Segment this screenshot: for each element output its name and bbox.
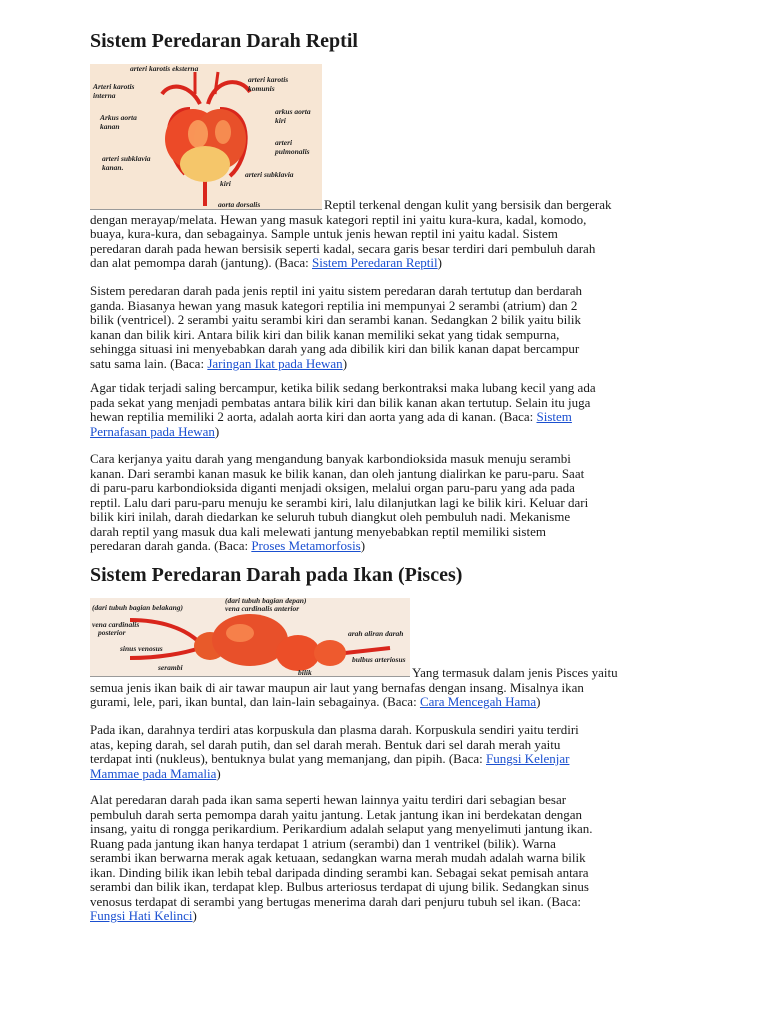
text-line: serambi ikan berwarna merak agak ketuaan, sedangkan warna merah mudah adalah warna bilik: [90, 850, 586, 865]
text-span: ): [342, 355, 348, 371]
link-sistem-peredaran-reptil[interactable]: Sistem Peredaran Reptil: [312, 255, 438, 270]
text-span: ): [536, 694, 541, 709]
text-span: ): [216, 765, 221, 781]
paragraph-ikan-1: [90, 666, 690, 710]
text-line: venosus terdapat di serambi yang bertugas menerima darah dari penjuru tubuh sel ikan. (Baca:: [90, 893, 581, 909]
paragraph-reptil-4: [90, 452, 690, 554]
text-line: semua jenis ikan baik di air tawar maupun air laut yang bernafas dengan insang. Misalnya ikan: [90, 679, 584, 695]
text-span: ): [192, 908, 197, 923]
text-line: dengan merayap/melata. Hewan yang masuk kategori reptil ini yaitu kura-kura, kadal, komodo,: [90, 211, 587, 227]
link-proses-metamorfosis[interactable]: Proses Metamorfosis: [251, 538, 361, 553]
text-span: ): [214, 423, 220, 439]
text-line: reptil. Lalu dari paru-paru menuju ke serambi kiri, lalu dilanjutkan lagi ke bilik kiri. Keluar dari: [90, 494, 589, 510]
text-line: kanan. Dari serambi kanan masuk ke bilik kanan, dan oleh jantung dialirkan ke paru-paru. Saat: [90, 465, 585, 481]
link-fungsi-hati-kelinci[interactable]: Fungsi Hati Kelinci: [90, 908, 193, 923]
label-arteri-pulmonalis-1: arteri: [275, 138, 293, 147]
reptile-heart-figure: [90, 64, 322, 210]
label-serambi: serambi: [158, 663, 183, 672]
text-line: buaya, kura-kura, dan sebagainya. Sample untuk jenis hewan reptil ini yaitu kadal. Sistem: [90, 226, 558, 241]
text-span: gurami, lele, pari, ikan buntal, dan lain-lain sebagainya. (Baca:: [90, 694, 420, 709]
label-arteri-subklavia-kanan-1: arteri subklavia: [102, 154, 151, 163]
label-arteri-pulmonalis-2: pulmonalis: [275, 147, 310, 156]
paragraph-ikan-2: [90, 723, 690, 781]
text-line: Ruang pada jantung ikan hanya terdapat 1 atrium (serambi) dan 1 ventrikel (bilik). Warna: [90, 835, 556, 851]
text-line: [90, 425, 690, 440]
text-line: [90, 539, 690, 554]
label-arah-aliran-darah: arah aliran darah: [348, 629, 404, 638]
label-arkus-aorta-kanan-1: Arkus aorta: [100, 113, 137, 122]
label-arteri-karotis-interna-1: Arteri karotis: [93, 82, 135, 91]
text-line: peredaran darah pada hewan bersisik seperti kadal, secara garis besar terdiri dari pembuluh darah: [90, 240, 596, 256]
text-line: pada sekat yang menjadi pembatas antara bilik kiri dan bilik kanan akan tertutup. Selain itu juga: [90, 394, 591, 410]
text-span: ): [437, 255, 442, 270]
text-line: Yang termasuk dalam jenis Pisces yaitu: [412, 665, 618, 680]
label-arteri-karotis-interna-2: interna: [93, 91, 116, 100]
text-line: bilik (ventricel). 2 serambi yaitu serambi kiri dan serambi kanan. Sedangkan 2 bilik yaitu bilik: [90, 312, 581, 327]
label-arteri-subklavia-kiri-1: arteri subklavia: [245, 170, 294, 179]
fish-heart-diagram: [90, 598, 410, 676]
text-span: peredaran darah ganda. (Baca:: [90, 538, 252, 553]
text-line: [90, 256, 690, 271]
label-dari-tubuh-belakang: (dari tubuh bagian belakang): [92, 603, 184, 612]
text-line: Alat peredaran darah pada ikan sama seperti hewan lainnya yaitu terdiri dari sebagian besar: [90, 792, 567, 807]
text-line: darah reptil yang masuk dua kali melewati jantung menyebabkan reptil memiliki sistem: [90, 523, 546, 539]
text-line: [90, 752, 690, 767]
label-arkus-aorta-kiri-2: kiri: [275, 116, 286, 125]
text-span: satu sama lain. (Baca:: [90, 355, 208, 371]
label-vena-cardinalis-posterior-1: vena cardinalis: [92, 620, 140, 629]
text-line: ganda. Biasanya hewan yang masuk kategori reptilia ini mempunyai 2 serambi (atrium) dan 2: [90, 297, 578, 313]
link-fungsi-kelenjar-b[interactable]: Mammae pada Mamalia: [90, 765, 217, 781]
paragraph-reptil-3: [90, 381, 690, 439]
text-line: [90, 357, 690, 372]
text-line: [90, 767, 690, 782]
label-arteri-subklavia-kiri-2: kiri: [220, 179, 231, 188]
text-line: Cara kerjanya yaitu darah yang mengandung banyak karbondioksida masuk menuju serambi: [90, 451, 571, 466]
text-line: [90, 410, 690, 425]
text-line: sehingga situasi ini menyebabkan darah yang ada dibilik kiri dan bilik kanan dapat bercampur: [90, 341, 580, 356]
text-line: bilik kiri inilah, darah diedarkan ke seluruh tubuh diangkut oleh pembuluh nadi. Mekanisme: [90, 509, 571, 524]
text-line: Agar tidak terjadi saling bercampur, ketika bilik sedang berkontraksi maka lubang kecil yang ada: [90, 380, 596, 395]
text-line: insang, yaitu di rongga perikardium. Perikardium adalah selaput yang menyelimuti jantung ikan.: [90, 821, 593, 836]
label-arteri-karotis-komunis-2: komunis: [248, 84, 275, 93]
label-vena-cardinalis-anterior: vena cardinalis anterior: [225, 604, 300, 613]
section-title-ikan: Sistem Peredaran Darah pada Ikan (Pisces): [90, 564, 463, 586]
link-sistem-pernafasan-b[interactable]: Pernafasan pada Hewan: [90, 423, 215, 439]
label-vena-cardinalis-posterior-2: posterior: [98, 628, 126, 637]
text-line: [90, 695, 690, 710]
label-arteri-karotis-komunis-1: arteri karotis: [248, 75, 289, 84]
label-arteri-subklavia-kanan-2: kanan.: [102, 163, 124, 172]
label-bulbus-arteriosus: bulbus arteriosus: [352, 655, 406, 664]
text-line: di paru-paru karbondioksida diganti menjadi oksigen, melalui organ paru-paru yang ada pada: [90, 480, 575, 495]
text-line: Pada ikan, darahnya terdiri atas korpuskula dan plasma darah. Korpuskula sendiri yaitu terdiri: [90, 722, 579, 737]
section-title-reptil: Sistem Peredaran Darah Reptil: [90, 30, 358, 52]
text-span: hewan reptilia memiliki 2 aorta, adalah aorta kiri dan aorta yang ada di kanan. (Baca:: [90, 409, 537, 424]
label-aorta-dorsalis: aorta dorsalis: [218, 200, 261, 209]
link-jaringan-ikat[interactable]: Jaringan Ikat pada Hewan: [207, 355, 343, 371]
text-span: dan alat pemompa darah (jantung). (Baca:: [90, 255, 312, 270]
paragraph-ikan-3: [90, 793, 690, 924]
paragraph-reptil-2: [90, 284, 690, 371]
text-span: ): [360, 538, 366, 553]
paragraph-reptil-1: [90, 198, 690, 271]
link-fungsi-kelenjar-a[interactable]: Fungsi Kelenjar: [486, 751, 570, 766]
text-span: terdapat inti (nukleus), bentuknya bulat yang memanjang, dan pipih. (Baca:: [90, 751, 487, 766]
reptile-heart-diagram: [90, 64, 322, 209]
text-line: ikan. Dinding bilik ikan lebih tebal daripada dinding serambi kan. Sebagai sekat pemisah antara: [90, 864, 589, 880]
label-arteri-karotis-eksterna: arteri karotis eksterna: [130, 64, 199, 73]
label-arkus-aorta-kiri-1: arkus aorta: [275, 107, 311, 116]
text-line: [90, 909, 690, 924]
text-line: Reptil terkenal dengan kulit yang bersisik dan bergerak: [324, 197, 612, 212]
text-line: atas, keping darah, sel darah putih, dan sel darah merah. Bentuk dari sel darah merah yaitu: [90, 736, 561, 752]
label-bilik: bilik: [298, 668, 312, 676]
label-sinus-venosus: sinus venosus: [120, 644, 163, 653]
text-line: Sistem peredaran darah pada jenis reptil ini yaitu sistem peredaran darah tertutup dan berdarah: [90, 283, 583, 298]
link-sistem-pernafasan-a[interactable]: Sistem: [536, 409, 572, 424]
label-dari-tubuh-depan: (dari tubuh bagian depan): [225, 598, 307, 605]
text-line: pembuluh darah serta pemompa darah yaitu jantung. Letak jantung ikan ini berdekatan dengan: [90, 806, 583, 822]
label-arkus-aorta-kanan-2: kanan: [100, 122, 120, 131]
text-line: serambi dan bilik ikan, terdapat klep. Bulbus arteriosus terdapat di ujung bilik. Sedangkan sinus: [90, 879, 589, 894]
text-line: kanan dan bilik kiri. Antara bilik kiri dan bilik kanan memiliki sekat yang tidak sempurna,: [90, 326, 560, 342]
link-cara-mencegah-hama[interactable]: Cara Mencegah Hama: [419, 694, 537, 709]
